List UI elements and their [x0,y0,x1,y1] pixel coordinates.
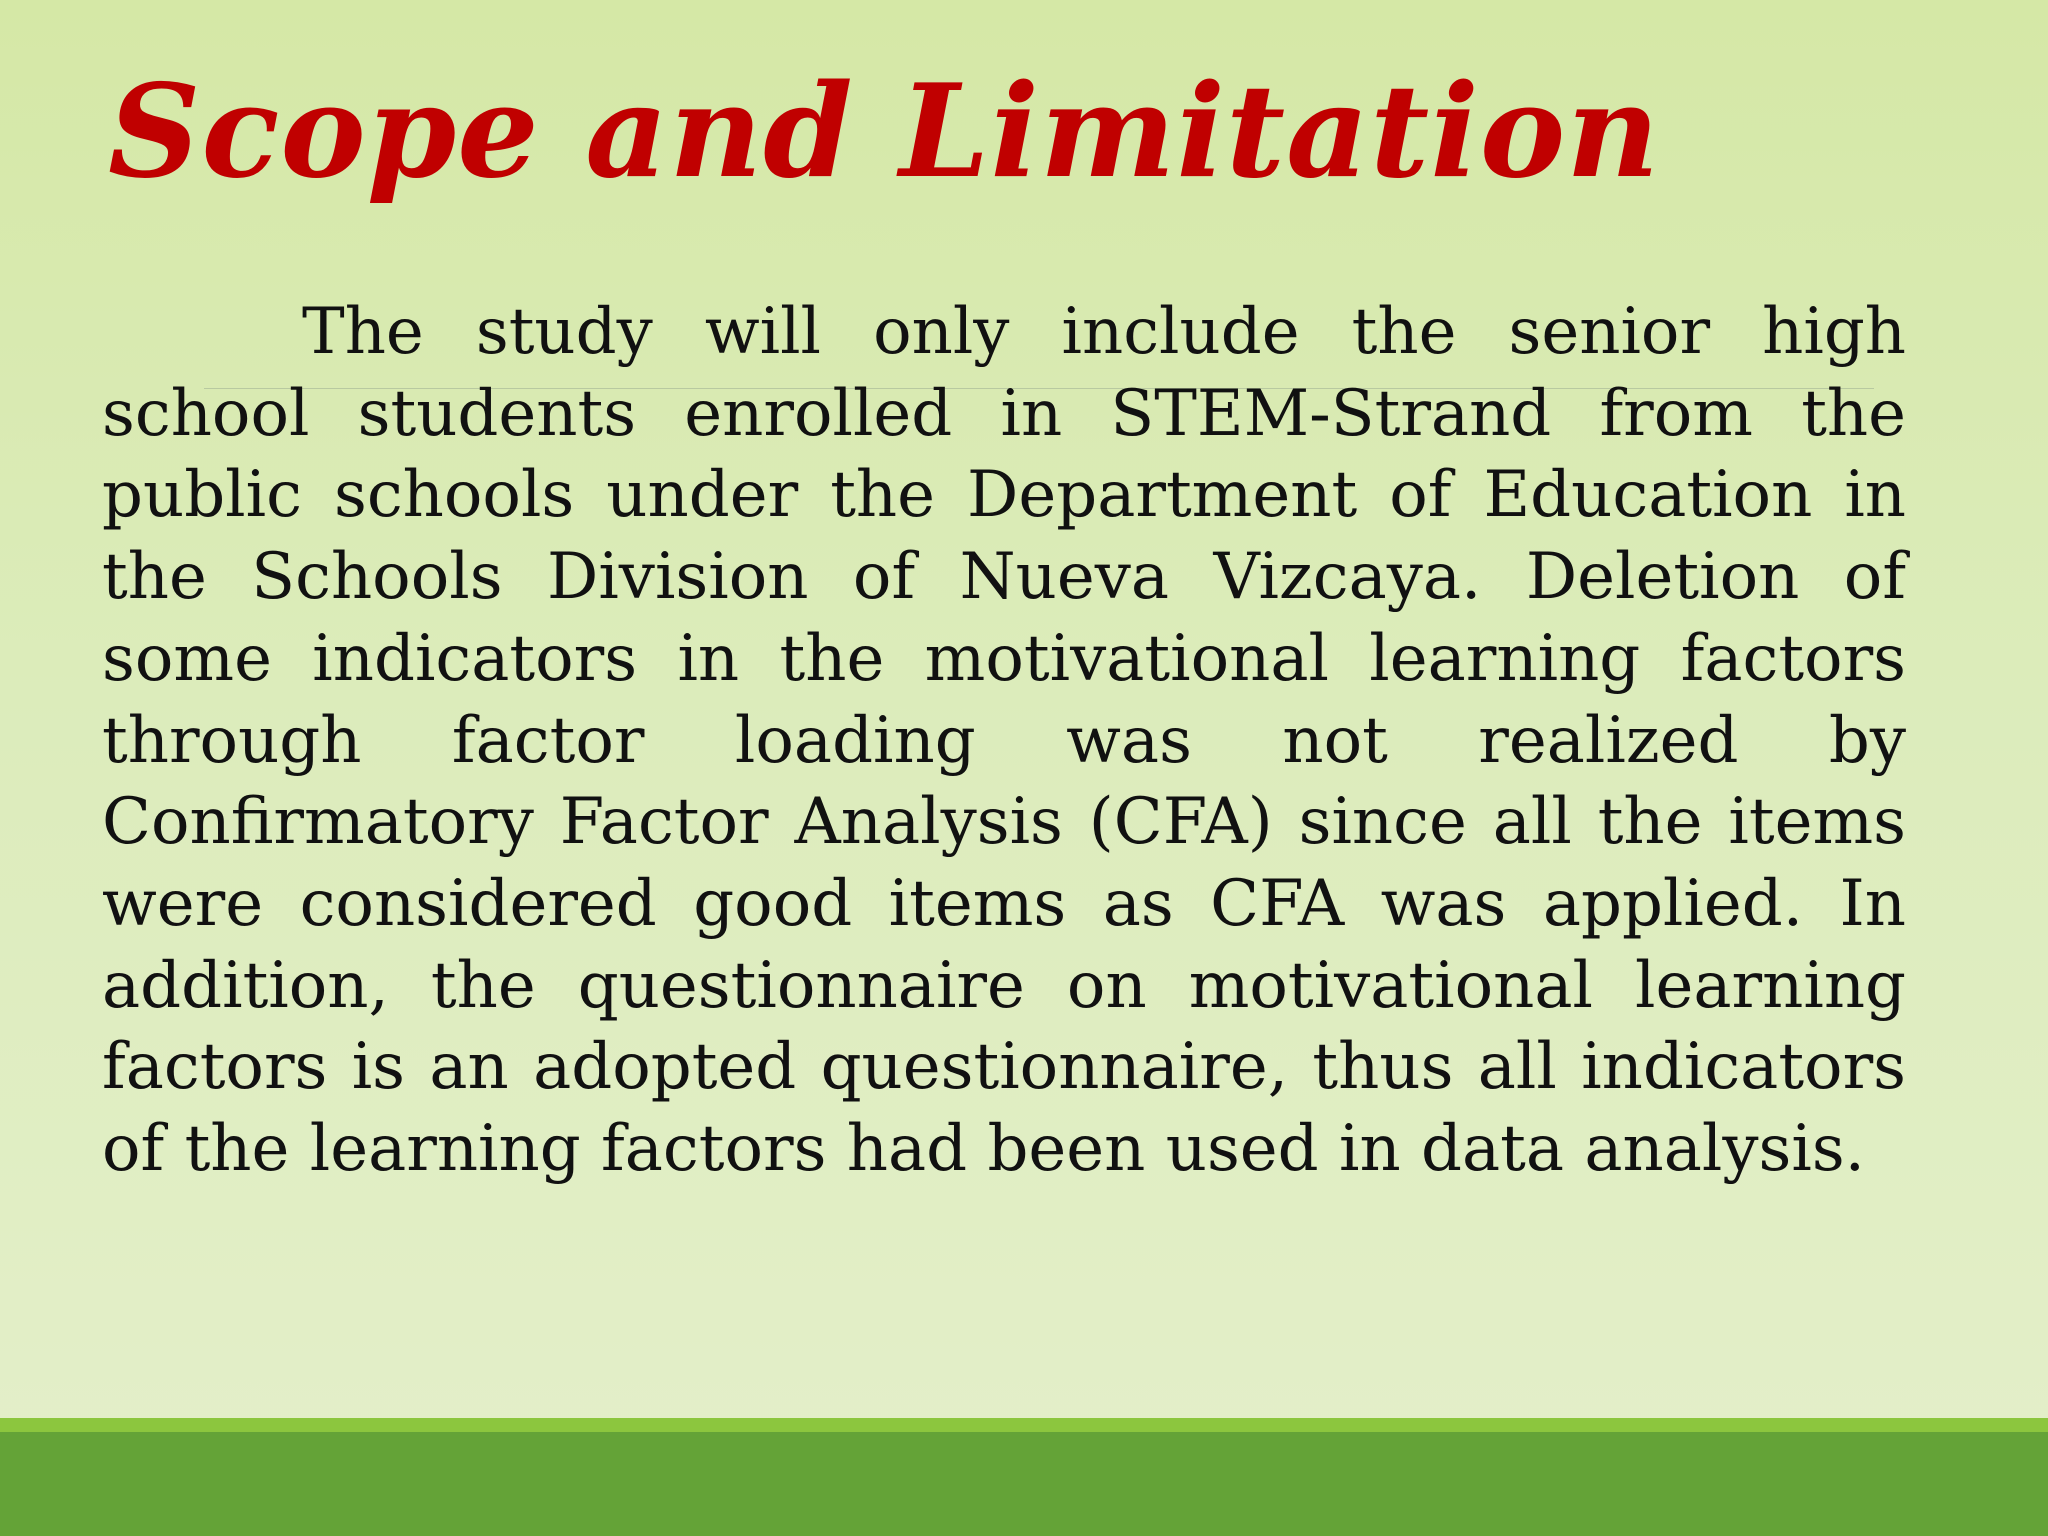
slide-title: Scope and Limitation [108,57,1661,207]
footer-band-light [0,1418,2048,1432]
slide-body-text: The study will only include the senior high school students enrolled in STEM-Strand from the public schools under the Department of Education in the Schools Division of Nueva Vizcaya. Deletion of some indicators in the motivational learning factors through factor loading was not realized by Confirmatory Factor Analysis (CFA) since all the items were considered good items as CFA was applied. In addition, the questionnaire on motivational learning factors is an adopted questionnaire, thus all indicators of the learning factors had been used in data analysis. [102,295,1906,1187]
footer-band-dark [0,1432,2048,1536]
